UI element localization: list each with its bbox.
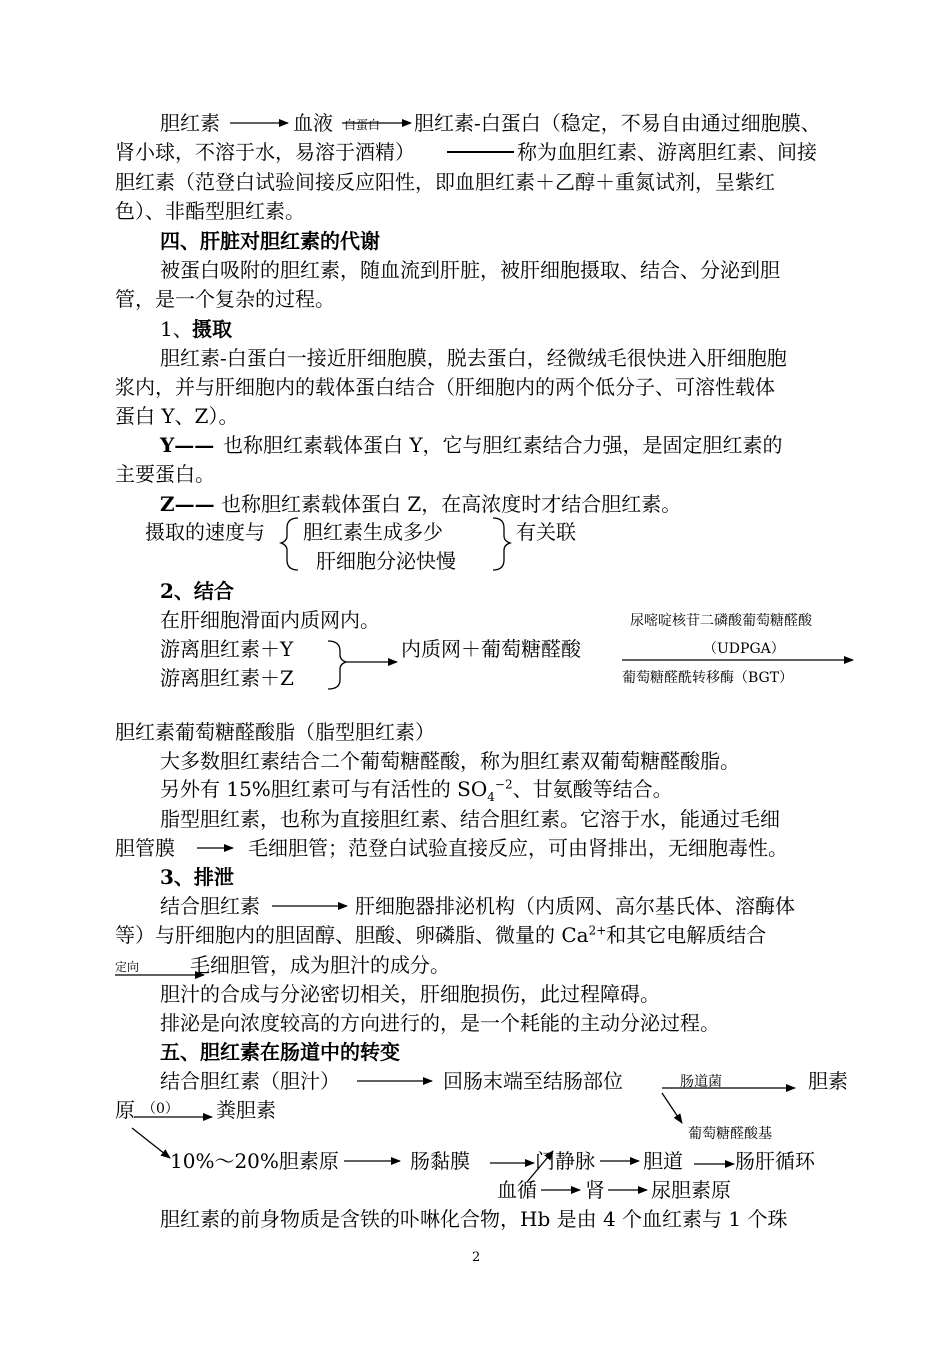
text-line: 管，是一个复杂的过程。 bbox=[115, 287, 335, 311]
arrow-label: （0） bbox=[142, 1101, 179, 1117]
arrow-label: 肠道菌 bbox=[680, 1074, 722, 1090]
text-line: 肾 bbox=[585, 1178, 605, 1202]
text-line: 毛细胆管，成为胆汁的成分。 bbox=[190, 953, 450, 977]
text-line: 10%～20%胆素原 bbox=[170, 1149, 339, 1173]
text-line: 血液 bbox=[293, 111, 333, 135]
subsection-number: 1、 bbox=[160, 317, 193, 341]
arrow-icon bbox=[132, 1128, 170, 1158]
text-line: 胆红素的前身物质是含铁的卟啉化合物，Hb 是由 4 个血红素与 1 个珠 bbox=[160, 1207, 788, 1231]
text-line: 脂型胆红素，也称为直接胆红素、结合胆红素。它溶于水，能通过毛细 bbox=[160, 807, 780, 831]
text-line: 在肝细胞滑面内质网内。 bbox=[160, 608, 380, 632]
text-line: 游离胆红素＋Z bbox=[160, 666, 294, 690]
text-line: 另外有 15%胆红素可与有活性的 $SO_4^{-2}$、甘氨酸等结合。 bbox=[160, 777, 673, 804]
text-line: 毛细胆管；范登白试验直接反应，可由肾排出，无细胞毒性。 bbox=[248, 836, 788, 860]
annotation-label: 葡萄糖醛酸基 bbox=[688, 1126, 772, 1142]
text-line: 主要蛋白。 bbox=[115, 462, 215, 486]
text-line: 胆红素-白蛋白一接近肝细胞膜，脱去蛋白，经微绒毛很快进入肝细胞胞 bbox=[160, 346, 787, 370]
text-line: 摄取的速度与 bbox=[145, 520, 265, 544]
brace-right-icon bbox=[328, 641, 346, 689]
text-line: 肾小球，不溶于水，易溶于酒精） bbox=[115, 140, 415, 164]
arrow-label: 定向 bbox=[115, 960, 140, 974]
arrow-icon bbox=[527, 1151, 553, 1182]
text-line: 蛋白 Y、Z）。 bbox=[115, 404, 239, 428]
text-line: 胆红素葡萄糖醛酸脂（脂型胆红素） bbox=[115, 720, 435, 744]
text-line: 大多数胆红素结合二个葡萄糖醛酸，称为胆红素双葡萄糖醛酸脂。 bbox=[160, 749, 740, 773]
text-line: 称为血胆红素、游离胆红素、间接 bbox=[517, 140, 817, 164]
text-line: 肝细胞器排泌机构（内质网、高尔基氏体、溶酶体 bbox=[355, 894, 795, 918]
text-line: 胆红素 bbox=[160, 111, 220, 135]
subsection-heading: 3、排泄 bbox=[160, 865, 234, 889]
text-line: 门静脉 bbox=[535, 1149, 595, 1173]
text-line: 结合胆红素 bbox=[160, 894, 260, 918]
text-line: 肠黏膜 bbox=[410, 1149, 470, 1173]
text-line: 色）、非酯型胆红素。 bbox=[115, 199, 305, 223]
text-line: 胆红素（范登白试验间接反应阳性，即血胆红素＋乙醇＋重氮试剂，呈紫红 bbox=[115, 170, 775, 194]
text-line: 有关联 bbox=[516, 520, 576, 544]
text-line: 肝细胞分泌快慢 bbox=[316, 549, 456, 573]
text-line: 也称胆红素载体蛋白 Z，在高浓度时才结合胆红素。 bbox=[221, 492, 682, 516]
text-line: 内质网＋葡萄糖醛酸 bbox=[401, 637, 581, 661]
reagent-label: （UDPGA） bbox=[703, 641, 785, 657]
text-line: 肠肝循环 bbox=[735, 1149, 815, 1173]
text-line: 胆道 bbox=[643, 1149, 683, 1173]
text-line: 尿胆素原 bbox=[651, 1178, 731, 1202]
text-line: 胆管膜 bbox=[115, 836, 175, 860]
text-line: 胆素 bbox=[808, 1069, 848, 1093]
subsection-heading: 2、结合 bbox=[160, 579, 234, 603]
brace-left-icon bbox=[281, 518, 298, 570]
text-line: 被蛋白吸附的胆红素，随血流到肝脏，被肝细胞摄取、结合、分泌到胆 bbox=[160, 258, 780, 282]
enzyme-label: 葡萄糖醛酰转移酶（BGT） bbox=[622, 670, 794, 686]
brace-right-icon bbox=[493, 518, 510, 570]
text-line: 回肠末端至结肠部位 bbox=[443, 1069, 623, 1093]
subsection-heading: 摄取 bbox=[192, 317, 232, 341]
text-line: 胆红素生成多少 bbox=[303, 520, 443, 544]
text-line: 血循 bbox=[497, 1178, 537, 1202]
section-heading: 四、肝脏对胆红素的代谢 bbox=[160, 229, 380, 253]
term-label: Y—— bbox=[160, 433, 215, 457]
text-line: 游离胆红素＋Y bbox=[160, 637, 294, 661]
text-line: 也称胆红素载体蛋白 Y，它与胆红素结合力强，是固定胆红素的 bbox=[223, 433, 783, 457]
term-label: Z—— bbox=[160, 492, 215, 516]
arrow-icon bbox=[662, 1093, 682, 1123]
text-line: 粪胆素 bbox=[216, 1098, 276, 1122]
text-line: 结合胆红素（胆汁） bbox=[160, 1069, 340, 1093]
text-line: 原 bbox=[115, 1098, 135, 1122]
text-line: 排泌是向浓度较高的方向进行的，是一个耗能的主动分泌过程。 bbox=[160, 1011, 720, 1035]
text-line: 胆汁的合成与分泌密切相关，肝细胞损伤，此过程障碍。 bbox=[160, 982, 660, 1006]
section-heading: 五、胆红素在肠道中的转变 bbox=[160, 1040, 400, 1064]
page-number: 2 bbox=[472, 1250, 481, 1265]
text-line: 等）与肝细胞内的胆固醇、胆酸、卵磷脂、微量的 $Ca^{2+}$和其它电解质结合 bbox=[115, 923, 767, 947]
arrow-label: 白蛋白 bbox=[344, 118, 381, 132]
text-line: 浆内，并与肝细胞内的载体蛋白结合（肝细胞内的两个低分子、可溶性载体 bbox=[115, 375, 775, 399]
text-line: 胆红素-白蛋白（稳定，不易自由通过细胞膜、 bbox=[414, 111, 821, 135]
reagent-label: 尿嘧啶核苷二磷酸葡萄糖醛酸 bbox=[630, 613, 812, 629]
